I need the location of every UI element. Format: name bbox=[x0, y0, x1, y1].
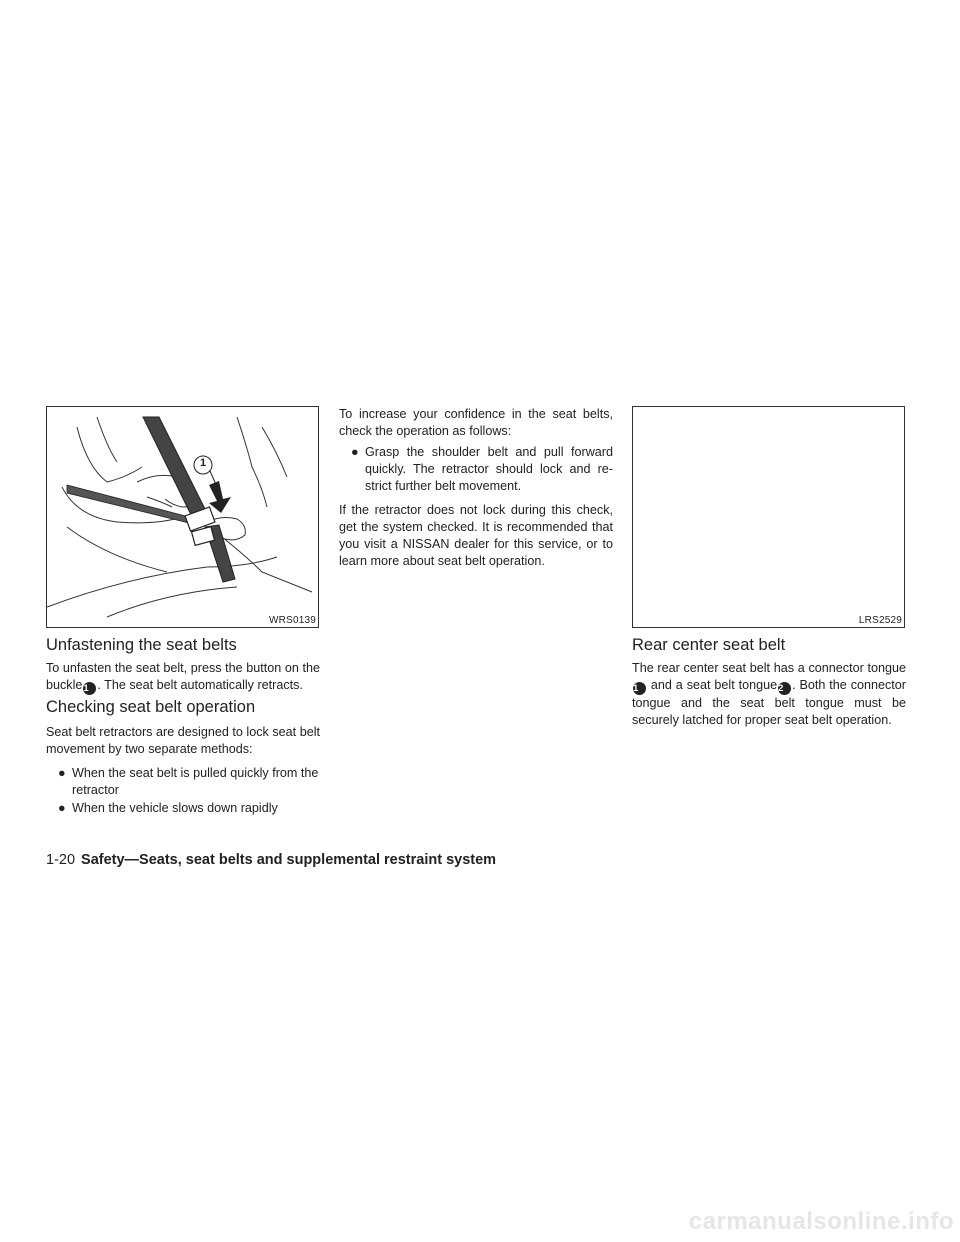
rear-center-paragraph bbox=[632, 660, 906, 729]
confidence-paragraph: To increase your confidence in the seat belts, check the operation as follows: bbox=[339, 407, 613, 438]
marker-1: 1 bbox=[633, 682, 646, 695]
bullet-text: When the vehicle slows down rapidly bbox=[72, 801, 278, 815]
bullet-item bbox=[351, 444, 613, 495]
section-title: Safety—Seats, seat belts and supplemental restraint system bbox=[81, 852, 497, 868]
rear-text-c: . Both the connector tongue and the seat belt tongue must be securely latched for proper seat belt operation. bbox=[632, 678, 907, 727]
callout-1-label: 1 bbox=[199, 457, 207, 469]
seat-belt-unfasten-figure bbox=[46, 406, 319, 628]
page-footer bbox=[46, 852, 496, 868]
rear-center-seat-belt-figure bbox=[632, 406, 905, 628]
figure-code-right: LRS2529 bbox=[858, 615, 902, 626]
rear-text-a: The rear center seat belt has a connector tongue bbox=[632, 661, 906, 675]
bullet-dot: ● bbox=[58, 801, 66, 815]
heading-rear-center: Rear center seat belt bbox=[632, 636, 786, 654]
heading-unfastening: Unfastening the seat belts bbox=[46, 636, 237, 654]
seat-belt-buckle-illustration bbox=[47, 407, 318, 627]
bullet-item bbox=[58, 765, 320, 799]
checking-paragraph: Seat belt retractors are designed to lock seat belt movement by two separate methods: bbox=[46, 725, 320, 756]
bullet-text: When the seat belt is pulled quickly from the retractor bbox=[72, 766, 319, 797]
heading-checking: Checking seat belt operation bbox=[46, 698, 256, 716]
page-number: 1-20 bbox=[46, 852, 76, 868]
unfasten-text-a: To unfasten the seat belt, press the button on the buckle bbox=[46, 661, 320, 692]
unfasten-paragraph bbox=[46, 660, 320, 695]
figure-code-left: WRS0139 bbox=[269, 615, 316, 626]
watermark: carmanualsonline.info bbox=[688, 1208, 954, 1235]
unfasten-text-b: . The seat belt automatically retracts. bbox=[97, 678, 303, 692]
bullet-dot: ● bbox=[58, 766, 66, 780]
bullet-text: Grasp the shoulder belt and pull forward quickly. The retractor should lock and re-strict further belt movement. bbox=[365, 445, 613, 493]
bullet-item bbox=[58, 800, 320, 817]
rear-text-b: and a seat belt tongue bbox=[647, 678, 778, 692]
retractor-check-paragraph: If the retractor does not lock during this check, get the system checked. It is recommended that you visit a NISSAN dealer for this service, or to learn more about seat belt operation. bbox=[339, 503, 613, 568]
marker-2: 2 bbox=[778, 682, 791, 695]
bullet-dot: ● bbox=[351, 445, 359, 459]
marker-1: 1 bbox=[83, 682, 96, 695]
